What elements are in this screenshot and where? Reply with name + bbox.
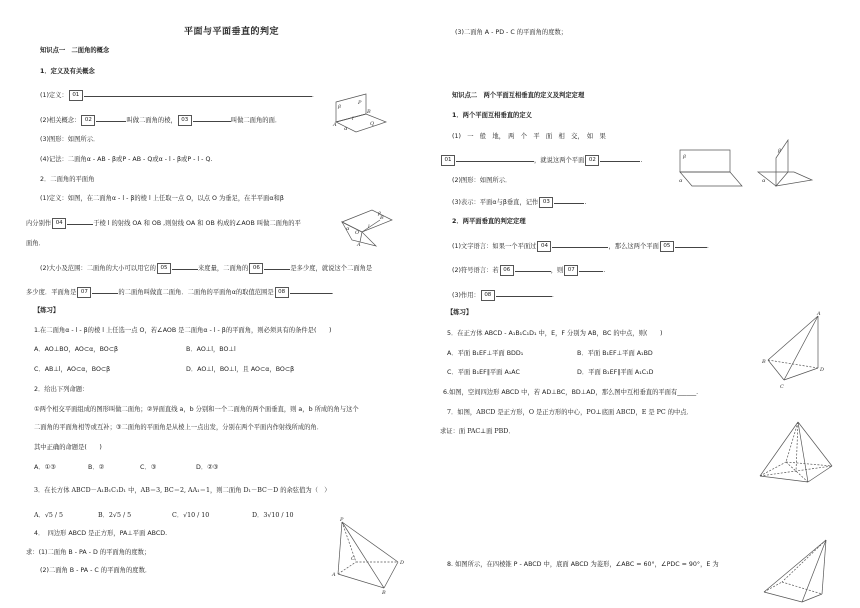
r-blank-07[interactable] xyxy=(579,264,603,272)
q6-fig-label: C xyxy=(780,384,784,390)
r-answer-box-07: 07 xyxy=(564,265,578,276)
names-line: (2)相关概念： 02 叫做二面角的棱， 03 叫做二面角的面． xyxy=(40,114,281,126)
q3-option-c[interactable]: C．√10 / 10 xyxy=(172,512,210,519)
plane-angle-def: (1)定义：如图，在二面角α - l - β的棱 l 上任取一点 O，以点 O 为垂足，在半平面α和β xyxy=(40,195,284,202)
r-blank-04[interactable] xyxy=(552,240,608,248)
fig1-label: P xyxy=(358,100,362,106)
plane-angle-figure xyxy=(338,206,396,250)
q5-option-a[interactable]: A．平面 B₁EF⊥平面 BDD₁ xyxy=(447,350,524,357)
r-blank-02[interactable] xyxy=(600,154,640,162)
r-answer-box-06: 06 xyxy=(500,265,514,276)
q4-sub-3: (3)二面角 A - PD - C 的平面角的度数； xyxy=(455,29,568,36)
fig1-label: l xyxy=(352,116,354,122)
sub2-title: 2．二面角的平面角 xyxy=(40,176,95,183)
q2-option-a[interactable]: A．①③ xyxy=(34,464,56,471)
theorem-use: (3)作用： 08 . xyxy=(452,289,554,301)
section2-title: 知识点二 两个平面互相垂直的定义及判定定理 xyxy=(452,92,585,99)
q6-fig-label: D xyxy=(820,367,825,373)
answer-box-08: 08 xyxy=(275,287,289,298)
q4-sub-2: (2)二面角 B - PA - C 的平面角的度数． xyxy=(40,567,152,574)
blank-08[interactable] xyxy=(290,286,332,294)
q2-option-d[interactable]: D．②③ xyxy=(196,464,219,471)
perp-fig-label: α xyxy=(762,178,766,184)
q2-statement-3: 其中正确的命题是( ) xyxy=(34,444,102,451)
question-8: 8. 如图所示，在四棱锥 P - ABCD 中，底面 ABCD 为菱形，∠ABC = 60°，∠PDC = 90°，E 为 xyxy=(447,561,719,568)
q1-option-d[interactable]: D．AO⊥l，BO⊥l，且 AO⊂α，BO⊂β xyxy=(186,366,295,373)
q1-option-c[interactable]: C．AB⊥l，AO⊂α，BO⊂β xyxy=(34,366,111,373)
pyramid-figure-q8 xyxy=(760,536,832,604)
r-answer-box-03: 03 xyxy=(539,197,553,208)
q4-fig-label: C xyxy=(351,556,355,562)
fig2-label: B xyxy=(380,215,384,221)
answer-box-06: 06 xyxy=(249,263,263,274)
r-answer-box-05: 05 xyxy=(660,241,674,252)
plane-angle-def-2: 内分别作 04 于棱 l 的射线 OA 和 OB ,则射线 OA 和 OB 构成的∠AOB 叫做二面角的平 xyxy=(26,217,301,229)
blank-03[interactable] xyxy=(193,114,231,122)
q6-fig-label: B xyxy=(762,359,766,365)
question-4: 4． 四边形 ABCD 是正方形，PA⊥平面 ABCD. xyxy=(34,530,168,537)
perp-def-line-2: 01 ，就说这两个平面 02 . xyxy=(440,154,642,166)
r-blank-06[interactable] xyxy=(515,264,551,272)
q2-option-b[interactable]: B．② xyxy=(88,464,105,471)
page-title: 平面与平面垂直的判定 xyxy=(184,27,280,37)
question-7-prove: 求证：面 PAC⊥面 PBD． xyxy=(440,428,515,435)
range-line-1: (2)大小及范围：二面角的大小可以用它的 05 来度量，二面角的 06 是多少度，就说这个二面角是 xyxy=(40,262,372,274)
pyramid-figure-q4 xyxy=(326,516,406,596)
blank-06[interactable] xyxy=(264,262,290,270)
practice-heading-2: 【练习】 xyxy=(447,309,473,316)
perp-def-line-1: (1) 一 般 地， 两 个 平 面 相 交， 如 果 xyxy=(452,133,606,140)
q4-sub-1: 求：(1)二面角 B - PA - D 的平面角的度数； xyxy=(26,549,151,556)
fig1-label: B xyxy=(367,109,371,115)
r-answer-box-01: 01 xyxy=(441,155,455,166)
q5-option-b[interactable]: B．平面 B₁EF⊥平面 A₁BD xyxy=(577,350,653,357)
answer-box-05: 05 xyxy=(157,263,171,274)
question-7: 7．如图，ABCD 是正方形，O 是正方形的中心，PO⊥底面 ABCD，E 是 PC 的中点． xyxy=(447,409,693,416)
answer-box-02: 02 xyxy=(81,115,95,126)
q2-option-c[interactable]: C．③ xyxy=(140,464,157,471)
answer-box-07: 07 xyxy=(77,287,91,298)
q6-fig-label: A xyxy=(817,311,821,317)
fig2-label: A xyxy=(357,242,361,248)
fig1-label: A xyxy=(333,122,337,128)
pyramid-figure-q7 xyxy=(756,418,836,488)
q2-statement-2: 二面角的平面角相等或互补；③二面角的平面角是从棱上一点出发，分别在两个平面内作射线所成的角． xyxy=(34,424,324,431)
q5-option-d[interactable]: D．平面 B₁EF∥平面 A₁C₁D xyxy=(577,369,654,376)
q5-option-c[interactable]: C．平面 B₁EF∥平面 A₁AC xyxy=(447,369,520,376)
plane-angle-def-3: 面角． xyxy=(26,240,45,247)
r-answer-box-04: 04 xyxy=(537,241,551,252)
blank-05[interactable] xyxy=(172,262,198,270)
perp-figure-line: (2)图形：如图所示． xyxy=(452,177,512,184)
fig1-label: Q xyxy=(370,121,375,127)
r-answer-box-02: 02 xyxy=(585,155,599,166)
r-answer-box-08: 08 xyxy=(481,290,495,301)
sub3-title: 1．两个平面互相垂直的定义 xyxy=(452,112,532,119)
r-blank-03[interactable] xyxy=(554,196,584,204)
question-5: 5．在正方体 ABCD - A₁B₁C₁D₁ 中，E，F 分别为 AB，BC 的中点，则( ) xyxy=(447,330,663,337)
theorem-text: (1)文字语言：如果一个平面过 04 ，那么这两个平面 05 . xyxy=(452,240,709,252)
range-line-2: 多少度．平面角是 07 的二面角叫做直二面角．二面角的平面角α的取值范围是 08 . xyxy=(26,286,334,298)
notation-line: (4)记法：二面角α - AB - β或P - AB - Q或α - l - β或P - l - Q. xyxy=(40,156,213,163)
question-1: 1.在二面角α - l - β的棱 l 上任选一点 O，若∠AOB 是二面角α - l - β的平面角，则必须具有的条件是( ) xyxy=(34,327,332,334)
r-blank-08[interactable] xyxy=(496,289,552,297)
perp-fig-label: β xyxy=(683,154,686,160)
tetrahedron-figure-q6 xyxy=(762,312,828,390)
perpendicular-planes-figure-1 xyxy=(676,148,746,188)
figure-line: (3)图形：如图所示． xyxy=(40,136,100,143)
q4-fig-label: A xyxy=(332,572,336,578)
r-blank-05[interactable] xyxy=(675,240,707,248)
q3-option-a[interactable]: A．√5 / 5 xyxy=(34,512,63,519)
perp-notation-line: (3)表示：平面α与β垂直，记作 03 . xyxy=(452,196,586,208)
sub1-title: 1．定义及有关概念 xyxy=(40,68,95,75)
def-label: (1)定义： xyxy=(40,92,68,99)
fig2-label: β xyxy=(378,211,381,217)
theorem-symbol: (2)符号语言：若 06 ，则 07 . xyxy=(452,264,605,276)
blank-07[interactable] xyxy=(92,286,118,294)
perpendicular-planes-figure-2 xyxy=(756,138,818,188)
q2-statement-1: ①两个相交平面组成的图形叫做二面角；②异面直线 a，b 分别和一个二面角的两个面垂直，则 a，b 所成的角与这个 xyxy=(34,406,359,413)
fig2-label: l xyxy=(368,224,370,230)
q1-option-b[interactable]: B．AO⊥l，BO⊥l xyxy=(186,346,236,353)
answer-box-01: 01 xyxy=(69,90,83,101)
r-blank-01[interactable] xyxy=(456,154,534,162)
dihedral-angle-figure xyxy=(330,92,390,140)
fig1-label: α xyxy=(344,126,348,132)
q3-option-d[interactable]: D．3√10 / 10 xyxy=(252,512,294,519)
question-6: 6.如图，空间四边形 ABCD 中，若 AD⊥BC，BD⊥AD，那么图中互相垂直的平面有______. xyxy=(443,389,699,396)
q4-fig-label: P xyxy=(340,517,344,523)
section1-title: 知识点一 二面角的概念 xyxy=(40,47,110,54)
question-3: 3．在长方体 ABCD－A₁B₁C₁D₁ 中，AB＝3, BC＝2, AA₁＝1，则二面角 D₁－BC－D 的余弦值为（ ） xyxy=(34,487,331,494)
perp-fig-label: α xyxy=(679,178,683,184)
blank-04[interactable] xyxy=(67,217,93,225)
q3-option-b[interactable]: B．2√5 / 5 xyxy=(98,512,132,519)
def-line: (1)定义： 01 . xyxy=(40,89,314,101)
fig2-label: O xyxy=(355,230,360,236)
perp-fig-label: β xyxy=(778,148,781,154)
answer-box-04: 04 xyxy=(52,218,66,229)
sub4-title: 2．两平面垂直的判定定理 xyxy=(452,218,526,225)
fig2-label: α xyxy=(346,226,350,232)
fig1-label: β xyxy=(338,104,341,110)
q1-option-a[interactable]: A．AO⊥BO，AO⊂α，BO⊂β xyxy=(34,346,119,353)
q4-fig-label: D xyxy=(400,560,405,566)
answer-box-03: 03 xyxy=(178,115,192,126)
blank-02[interactable] xyxy=(96,114,126,122)
question-2: 2．给出下列命题： xyxy=(34,386,89,393)
q4-fig-label: B xyxy=(382,590,386,596)
blank-01[interactable] xyxy=(84,89,312,97)
practice-heading-1: 【练习】 xyxy=(34,307,60,314)
